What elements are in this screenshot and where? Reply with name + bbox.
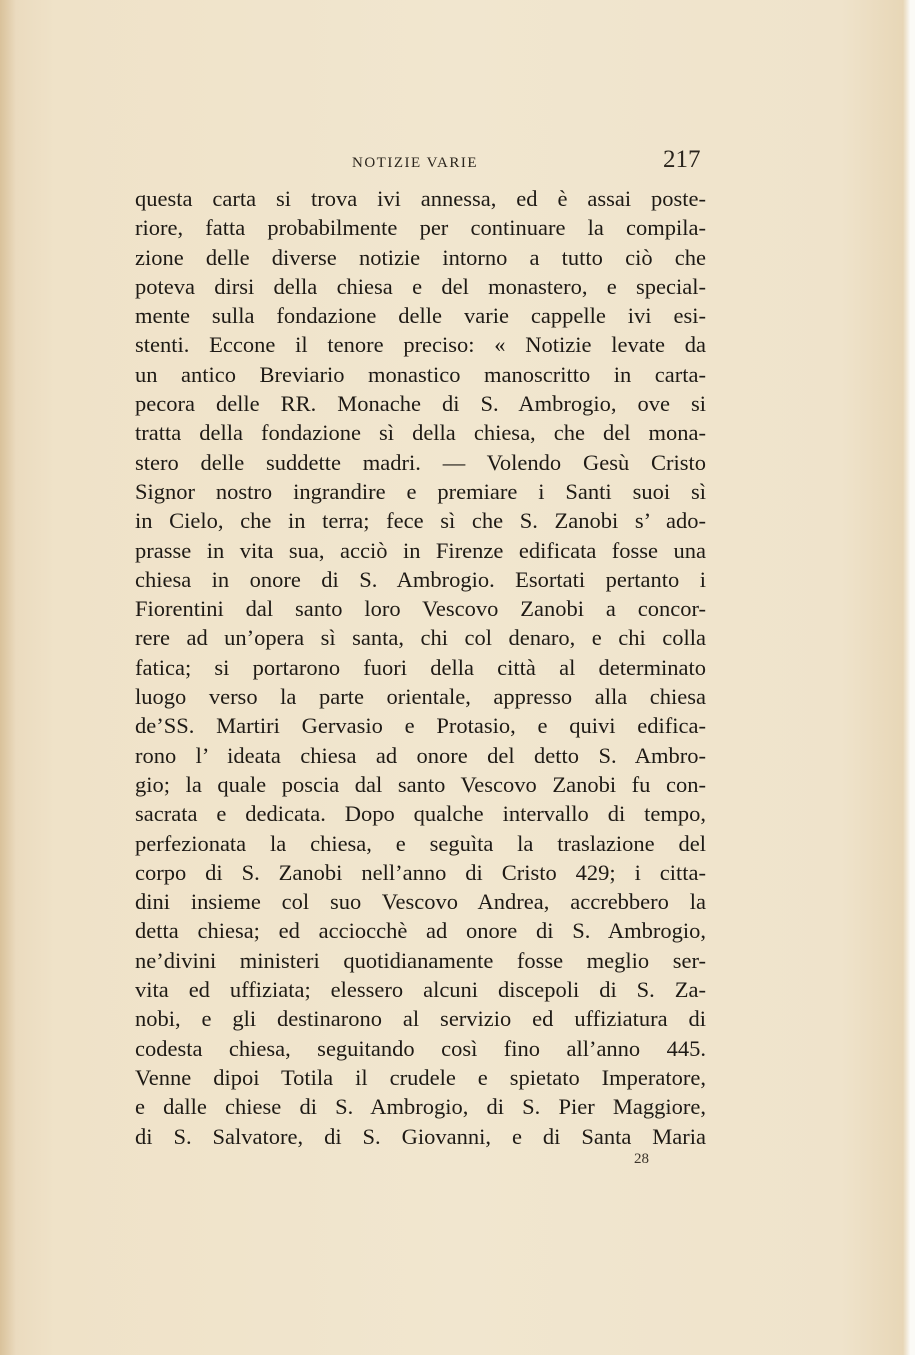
text-line: nobi, e gli destinarono al servizio ed uffiziatura di: [135, 1006, 706, 1032]
text-line: stenti. Eccone il tenore preciso: « Notizie levate da: [135, 332, 706, 358]
text-line: corpo di S. Zanobi nell’anno di Cristo 429; i citta-: [135, 859, 706, 885]
text-line: di S. Salvatore, di S. Giovanni, e di Santa Maria: [135, 1123, 706, 1149]
text-line: fatica; si portarono fuori della città al determinato: [135, 654, 706, 680]
text-line: Signor nostro ingrandire e premiare i Santi suoi sì: [135, 478, 706, 504]
text-line: pecora delle RR. Monache di S. Ambrogio, ove si: [135, 391, 706, 417]
text-line: riore, fatta probabilmente per continuare la compila-: [135, 215, 706, 241]
text-line: tratta della fondazione sì della chiesa, che del mona-: [135, 420, 706, 446]
text-line: Venne dipoi Totila il crudele e spietato Imperatore,: [135, 1064, 706, 1090]
text-line: dini insieme col suo Vescovo Andrea, accrebbero la: [135, 889, 706, 915]
text-line: zione delle diverse notizie intorno a tutto ciò che: [135, 244, 706, 270]
text-line: sacrata e dedicata. Dopo qualche intervallo di tempo,: [135, 801, 706, 827]
text-line: un antico Breviario monastico manoscritto in carta-: [135, 361, 706, 387]
text-line: prasse in vita sua, acciò in Firenze edificata fosse una: [135, 537, 706, 563]
text-line: codesta chiesa, seguitando così fino all’anno 445.: [135, 1035, 706, 1061]
text-line: perfezionata la chiesa, e seguìta la traslazione del: [135, 830, 706, 856]
page-left-edge: [0, 0, 16, 1355]
text-line: mente sulla fondazione delle varie cappelle ivi esi-: [135, 303, 706, 329]
text-line: in Cielo, che in terra; fece sì che S. Zanobi s’ ado-: [135, 508, 706, 534]
text-line: chiesa in onore di S. Ambrogio. Esortati pertanto i: [135, 566, 706, 592]
text-line: luogo verso la parte orientale, appresso alla chiesa: [135, 684, 706, 710]
page-number: 217: [663, 146, 701, 173]
text-line: Fiorentini dal santo loro Vescovo Zanobi a concor-: [135, 596, 706, 622]
text-line: stero delle suddette madri. — Volendo Gesù Cristo: [135, 449, 706, 475]
page-right-edge: [903, 0, 915, 1355]
text-line: questa carta si trova ivi annessa, ed è assai poste-: [135, 186, 706, 211]
text-line: rere ad un’opera sì santa, chi col denaro, e chi colla: [135, 625, 706, 651]
text-line: de’SS. Martiri Gervasio e Protasio, e quivi edifica-: [135, 713, 706, 739]
text-line: poteva dirsi della chiesa e del monastero, e special-: [135, 273, 706, 299]
text-line: vita ed uffiziata; elessero alcuni discepoli di S. Za-: [135, 977, 706, 1003]
text-line: ne’divini ministeri quotidianamente fosse meglio ser-: [135, 947, 706, 973]
text-line: detta chiesa; ed acciocchè ad onore di S. Ambrogio,: [135, 918, 706, 944]
running-title: NOTIZIE VARIE: [352, 155, 479, 171]
text-line: gio; la quale poscia dal santo Vescovo Zanobi fu con-: [135, 771, 706, 797]
body-text: [135, 184, 706, 1151]
text-line: rono l’ ideata chiesa ad onore del detto S. Ambro-: [135, 742, 706, 768]
signature-mark: 28: [634, 1151, 649, 1167]
text-line: e dalle chiese di S. Ambrogio, di S. Pier Maggiore,: [135, 1094, 706, 1120]
